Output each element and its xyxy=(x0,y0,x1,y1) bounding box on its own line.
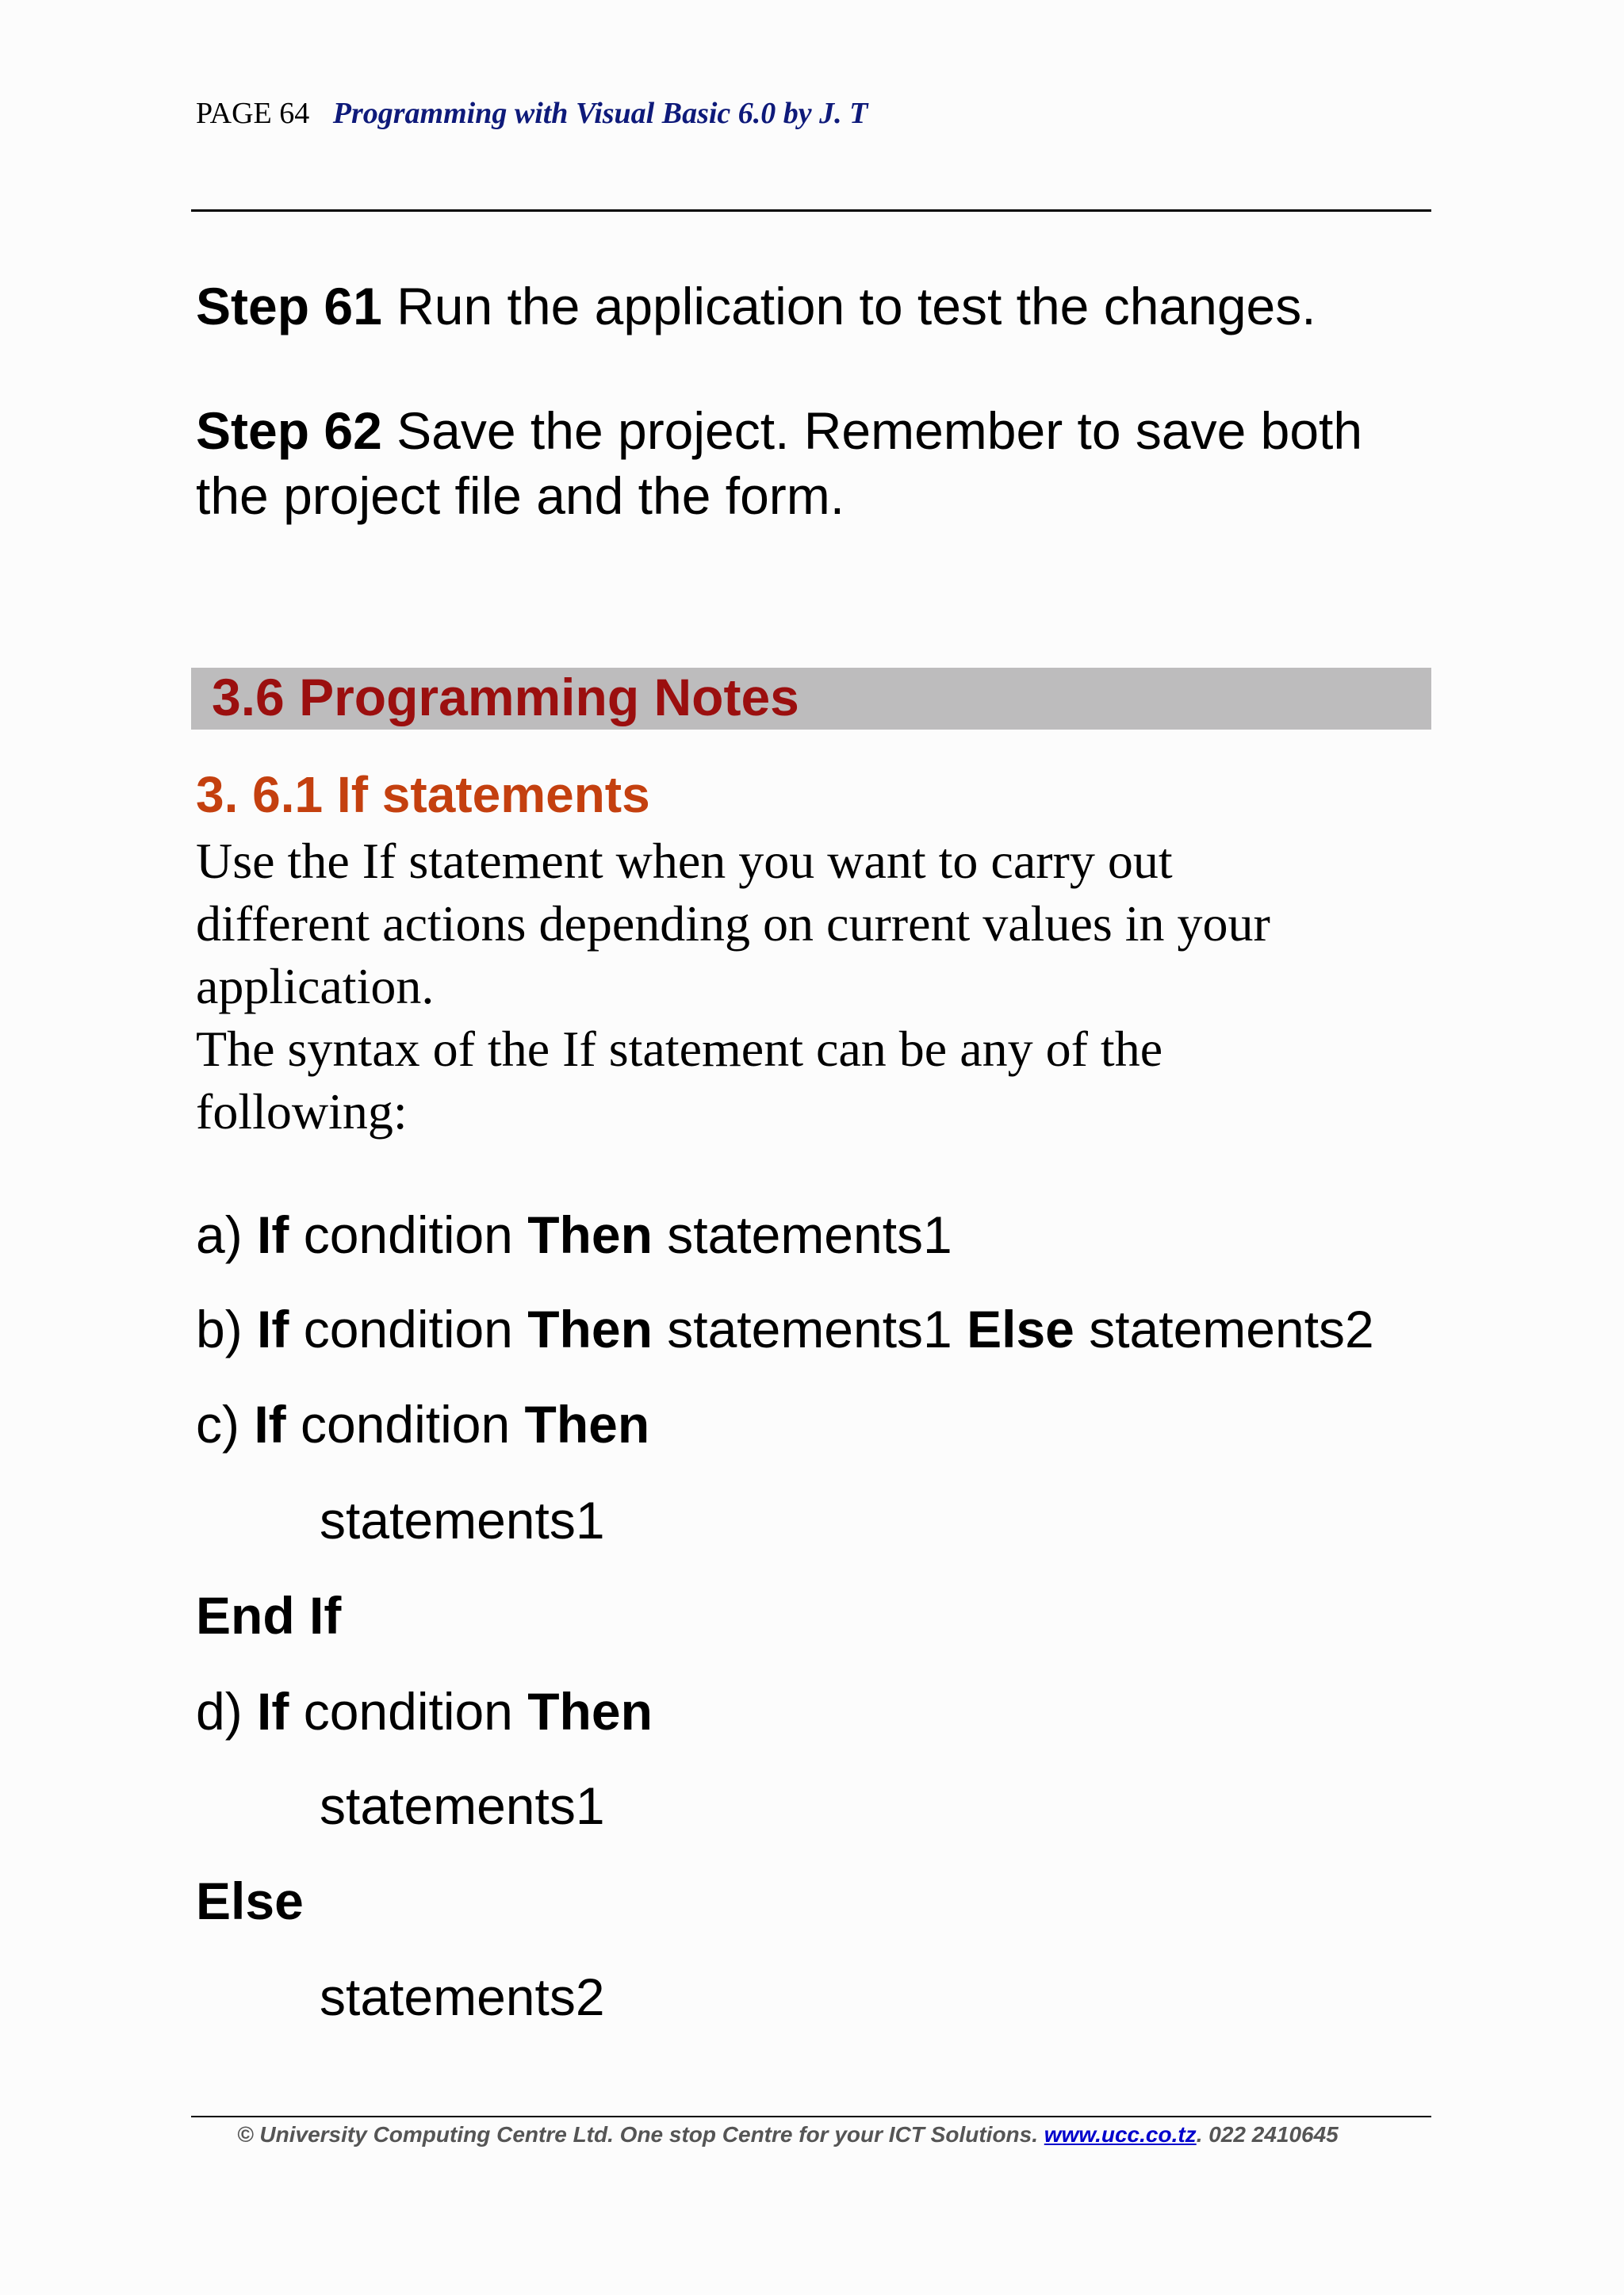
keyword-if: If xyxy=(257,1300,289,1358)
step-text: Run the application to test the changes. xyxy=(396,277,1316,335)
body-line: application. xyxy=(196,958,435,1014)
body-line: The syntax of the If statement can be any of the xyxy=(196,1021,1163,1077)
keyword-then: Then xyxy=(527,1205,653,1264)
keyword-if: If xyxy=(254,1395,286,1454)
syntax-d xyxy=(196,1679,653,1744)
page-header xyxy=(196,96,868,131)
syntax-condition: condition xyxy=(289,1682,528,1741)
body-line: different actions depending on current values in your xyxy=(196,895,1270,952)
syntax-condition: condition xyxy=(289,1300,528,1358)
syntax-b xyxy=(196,1297,1374,1362)
syntax-d-body2: statements2 xyxy=(320,1967,605,2026)
step-label: Step 61 xyxy=(196,277,382,335)
body-paragraph xyxy=(196,829,1270,1143)
body-line: Use the If statement when you want to carry out xyxy=(196,833,1173,889)
keyword-end-if: End If xyxy=(196,1586,342,1645)
page-footer xyxy=(237,2122,1339,2147)
footer-link[interactable]: www.ucc.co.tz xyxy=(1044,2122,1197,2147)
keyword-else: Else xyxy=(196,1872,304,1930)
syntax-c-body: statements1 xyxy=(320,1491,605,1550)
syntax-d-body: statements1 xyxy=(320,1776,605,1835)
body-line: following: xyxy=(196,1083,408,1140)
syntax-a xyxy=(196,1202,952,1267)
keyword-then: Then xyxy=(524,1395,650,1454)
keyword-else: Else xyxy=(967,1300,1074,1358)
section-title: 3.6 Programming Notes xyxy=(212,668,799,726)
book-title: Programming with Visual Basic 6.0 by J. T xyxy=(332,97,868,130)
syntax-prefix: a) xyxy=(196,1205,258,1264)
syntax-statements: statements1 xyxy=(652,1300,967,1358)
syntax-prefix: c) xyxy=(196,1395,255,1454)
header-divider xyxy=(191,209,1431,212)
syntax-prefix: d) xyxy=(196,1682,258,1741)
keyword-if: If xyxy=(257,1682,289,1741)
keyword-then: Then xyxy=(527,1300,653,1358)
syntax-prefix: b) xyxy=(196,1300,258,1358)
syntax-statements: statements2 xyxy=(1074,1300,1374,1358)
syntax-c xyxy=(196,1392,649,1457)
footer-text: © University Computing Centre Ltd. One stop Centre for your ICT Solutions. xyxy=(237,2122,1044,2147)
footer-divider xyxy=(191,2116,1431,2117)
footer-phone: . 022 2410645 xyxy=(1196,2122,1339,2147)
syntax-condition: condition xyxy=(289,1205,528,1264)
syntax-statements: statements1 xyxy=(652,1205,952,1264)
keyword-then: Then xyxy=(527,1682,653,1741)
keyword-if: If xyxy=(257,1205,289,1264)
step-62-continuation: the project file and the form. xyxy=(196,466,845,525)
step-text: Save the project. Remember to save both xyxy=(396,401,1363,460)
step-61 xyxy=(196,274,1316,339)
syntax-condition: condition xyxy=(285,1395,525,1454)
step-label: Step 62 xyxy=(196,401,382,460)
subsection-title: 3. 6.1 If statements xyxy=(196,766,650,823)
step-62 xyxy=(196,398,1362,463)
page-number: PAGE 64 xyxy=(196,97,310,130)
